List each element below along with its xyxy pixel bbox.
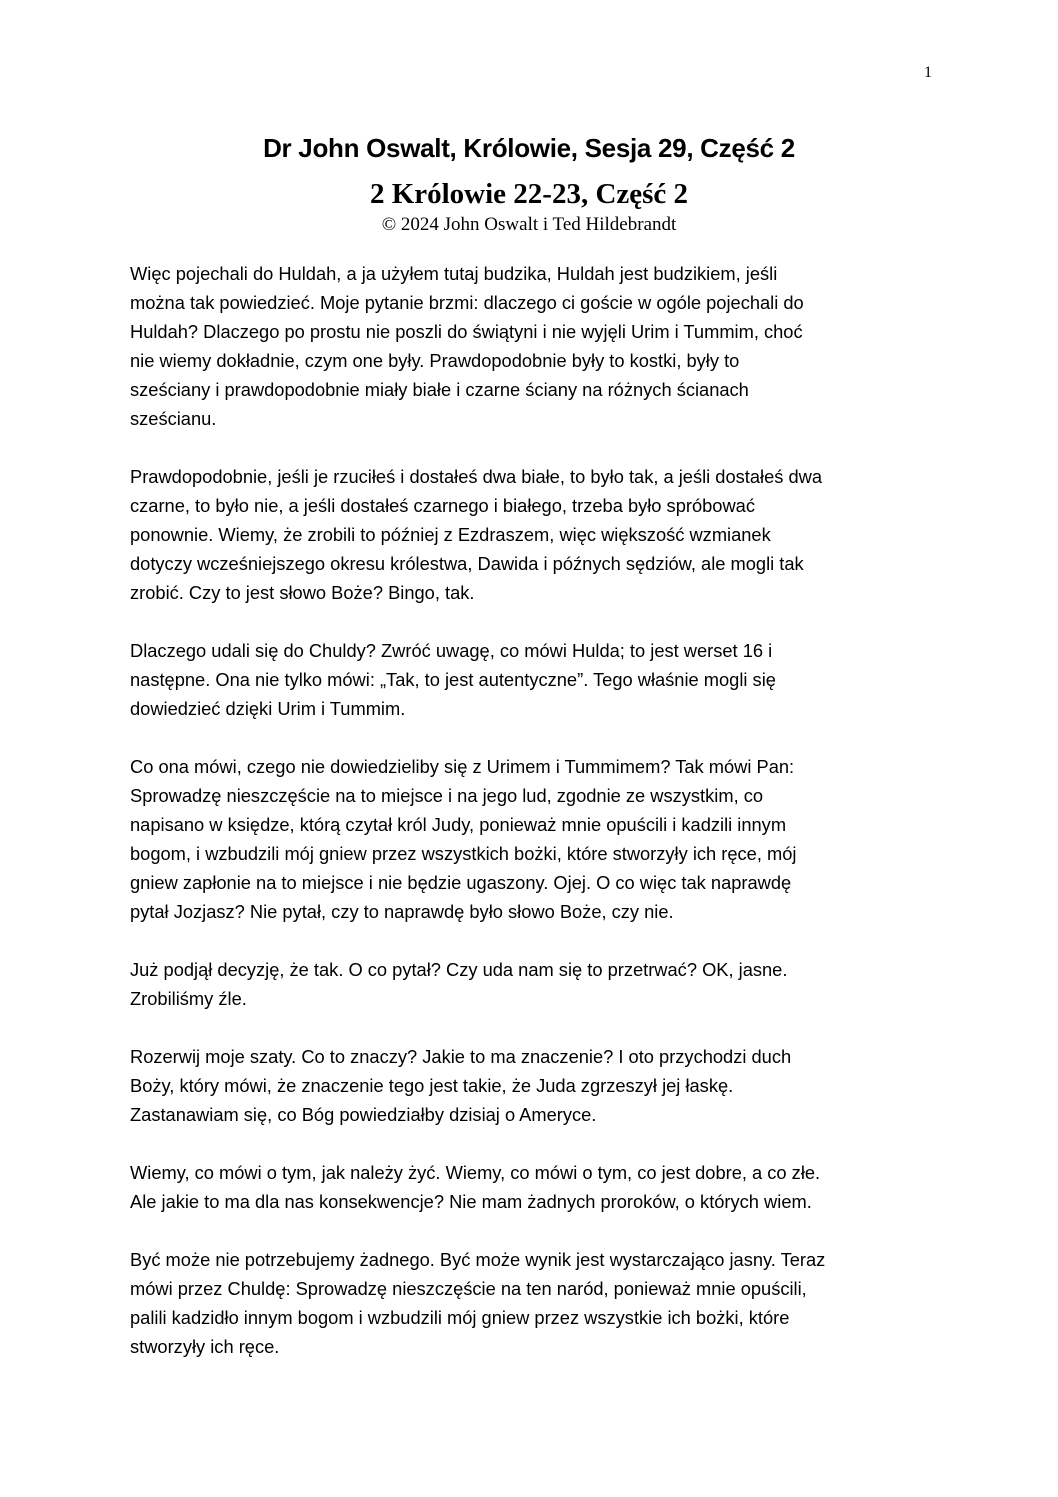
text-line: ponownie. Wiemy, że zrobili to później z Ezdraszem, więc większość wzmianek — [130, 524, 771, 545]
paragraph — [130, 955, 950, 1013]
text-line: zrobić. Czy to jest słowo Boże? Bingo, tak. — [130, 582, 475, 603]
text-line: Boży, który mówi, że znaczenie tego jest takie, że Juda zgrzeszył jej łaskę. — [130, 1075, 734, 1096]
text-line: palili kadzidło innym bogom i wzbudzili mój gniew przez wszystkie ich bożki, które — [130, 1307, 790, 1328]
text-line: napisano w księdze, którą czytał król Judy, ponieważ mnie opuścili i kadzili innym — [130, 814, 787, 835]
paragraph — [130, 1158, 950, 1216]
text-line: Ale jakie to ma dla nas konsekwencje? Nie mam żadnych proroków, o których wiem. — [130, 1191, 812, 1212]
text-line: Rozerwij moje szaty. Co to znaczy? Jakie to ma znaczenie? I oto przychodzi duch — [130, 1046, 792, 1067]
text-line: Być może nie potrzebujemy żadnego. Być może wynik jest wystarczająco jasny. Teraz — [130, 1249, 826, 1270]
paragraph — [130, 1042, 950, 1129]
text-line: Wiemy, co mówi o tym, jak należy żyć. Wiemy, co mówi o tym, co jest dobre, a co złe. — [130, 1162, 821, 1183]
document-title: Dr John Oswalt, Królowie, Sesja 29, Część 2 — [263, 133, 795, 163]
page-number: 1 — [924, 64, 932, 81]
document-subtitle: 2 Królowie 22-23, Część 2 — [369, 178, 689, 210]
text-line: mówi przez Chuldę: Sprowadzę nieszczęście na ten naród, ponieważ mnie opuścili, — [130, 1278, 807, 1299]
text-line: czarne, to było nie, a jeśli dostałeś czarnego i białego, trzeba było spróbować — [130, 495, 755, 516]
text-line: Sprowadzę nieszczęście na to miejsce i na jego lud, zgodnie ze wszystkim, co — [130, 785, 764, 806]
text-line: dowiedzieć dzięki Urim i Tummim. — [130, 698, 406, 719]
document-body — [130, 259, 950, 1390]
text-line: Już podjął decyzję, że tak. O co pytał? Czy uda nam się to przetrwać? OK, jasne. — [130, 959, 788, 980]
text-line: pytał Jozjasz? Nie pytał, czy to naprawdę było słowo Boże, czy nie. — [130, 901, 674, 922]
text-line: dotyczy wcześniejszego okresu królestwa, Dawida i późnych sędziów, ale mogli tak — [130, 553, 804, 574]
text-line: następne. Ona nie tylko mówi: „Tak, to jest autentyczne”. Tego właśnie mogli się — [130, 669, 776, 690]
text-line: można tak powiedzieć. Moje pytanie brzmi: dlaczego ci goście w ogóle pojechali do — [130, 292, 804, 313]
text-line: Dlaczego udali się do Chuldy? Zwróć uwagę, co mówi Hulda; to jest werset 16 i — [130, 640, 773, 661]
text-line: Co ona mówi, czego nie dowiedzieliby się z Urimem i Tummimem? Tak mówi Pan: — [130, 756, 795, 777]
text-line: Zastanawiam się, co Bóg powiedziałby dzisiaj o Ameryce. — [130, 1104, 597, 1125]
paragraph — [130, 462, 950, 607]
text-line: nie wiemy dokładnie, czym one były. Prawdopodobnie były to kostki, były to — [130, 350, 740, 371]
text-line: gniew zapłonie na to miejsce i nie będzie ugaszony. Ojej. O co więc tak naprawdę — [130, 872, 792, 893]
copyright-notice: © 2024 John Oswalt i Ted Hildebrandt — [381, 214, 677, 235]
paragraph — [130, 636, 950, 723]
text-line: bogom, i wzbudzili mój gniew przez wszystkich bożki, które stworzyły ich ręce, mój — [130, 843, 797, 864]
paragraph — [130, 259, 950, 433]
paragraph — [130, 1245, 950, 1361]
paragraph — [130, 752, 950, 926]
text-line: sześciany i prawdopodobnie miały białe i czarne ściany na różnych ścianach — [130, 379, 749, 400]
text-line: Więc pojechali do Huldah, a ja użyłem tutaj budzika, Huldah jest budzikiem, jeśli — [130, 263, 778, 284]
text-line: Prawdopodobnie, jeśli je rzuciłeś i dostałeś dwa białe, to było tak, a jeśli dostałeś dwa — [130, 466, 823, 487]
text-line: Zrobiliśmy źle. — [130, 988, 247, 1009]
text-line: sześcianu. — [130, 408, 217, 429]
text-line: stworzyły ich ręce. — [130, 1336, 280, 1357]
text-line: Huldah? Dlaczego po prostu nie poszli do świątyni i nie wyjęli Urim i Tummim, choć — [130, 321, 803, 342]
